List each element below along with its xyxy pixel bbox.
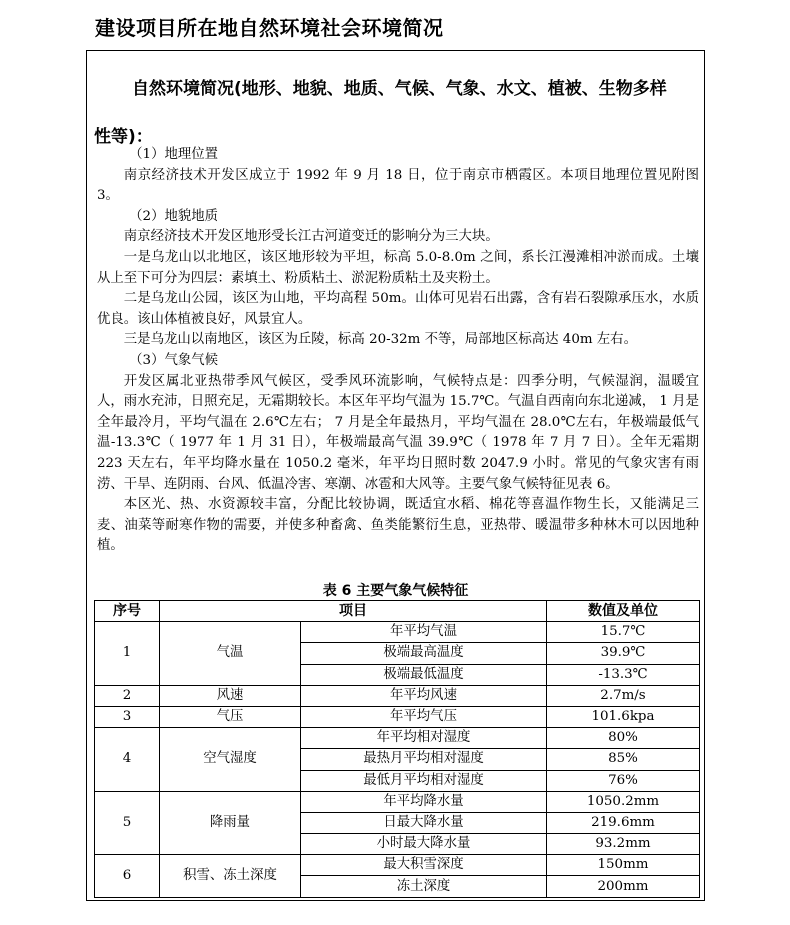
content-frame [86, 50, 705, 901]
page-heading: 建设项目所在地自然环境社会环境简况 [95, 16, 444, 40]
item-cell: 极端最高温度 [301, 643, 547, 664]
value-cell: 80% [547, 728, 700, 749]
value-cell: 1050.2mm [547, 791, 700, 812]
paragraph: 南京经济技术开发区成立于 1992 年 9 月 18 日，位于南京市栖霞区。本项目地理位置见附图 3。 [97, 167, 699, 204]
item-cell: 极端最低温度 [301, 664, 547, 685]
value-cell: 101.6kpa [547, 706, 700, 727]
value-cell: 39.9℃ [547, 643, 700, 664]
row-number: 2 [95, 685, 160, 706]
value-cell: 219.6mm [547, 812, 700, 833]
section-title-line1: 自然环境简况(地形、地貌、地质、气候、气象、水文、植被、生物多样 [132, 79, 667, 99]
item-cell: 冻土深度 [301, 876, 547, 897]
subheading: （3）气象气候 [129, 352, 219, 368]
body-text [97, 145, 699, 557]
climate-table-body [95, 622, 700, 897]
item-cell: 最大积雪深度 [301, 855, 547, 876]
value-cell: 200mm [547, 876, 700, 897]
section-title-line2: 性等)： [94, 127, 153, 147]
item-cell: 最低月平均相对湿度 [301, 770, 547, 791]
subheading: （2）地貌地质 [129, 208, 219, 224]
climate-table [94, 600, 700, 898]
category-cell: 积雪、冻土深度 [160, 855, 301, 897]
row-number: 5 [95, 791, 160, 855]
value-cell: 85% [547, 749, 700, 770]
item-cell: 日最大降水量 [301, 812, 547, 833]
table-row [95, 728, 700, 749]
row-number: 3 [95, 706, 160, 727]
category-cell: 风速 [160, 685, 301, 706]
paragraph: 开发区属北亚热带季风气候区，受季风环流影响，气候特点是：四季分明，气候湿润，温暖宜人，雨水充沛，日照充足，无霜期较长。本区年平均气温为 15.7℃。气温自西南向东北递减， 1 月是全年最冷月，平均气温在 2.6℃左右； 7 月是全年最热月，平均气温在 28.0℃左右，年极端最低气温-13.3℃（ 1977 年 1 月 31 日），年极端最高气温 39.9℃（ 1978 年 7 月 7 日）。全年无霜期 223 天左右，年平均降水量在 1050.2 毫米，年平均日照时数 2047.9 小时。常见的气象灾害有雨涝、干旱、连阴雨、台风、低温冷害、寒潮、冰雹和大风等。主要气象气候特征见表 6。 [97, 373, 699, 492]
value-cell: 76% [547, 770, 700, 791]
paragraph: 一是乌龙山以北地区，该区地形较为平坦，标高 5.0-8.0m 之间，系长江漫滩相冲淤而成。土壤从上至下可分为四层：素填土、粉质粘土、淤泥粉质粘土及夹粉土。 [97, 249, 699, 286]
category-cell: 降雨量 [160, 791, 301, 855]
header-no: 序号 [95, 601, 160, 622]
table-row [95, 622, 700, 643]
value-cell: 15.7℃ [547, 622, 700, 643]
category-cell: 空气湿度 [160, 728, 301, 792]
value-cell: -13.3℃ [547, 664, 700, 685]
item-cell: 年平均气温 [301, 622, 547, 643]
item-cell: 最热月平均相对湿度 [301, 749, 547, 770]
header-item: 项目 [160, 601, 547, 622]
value-cell: 150mm [547, 855, 700, 876]
row-number: 4 [95, 728, 160, 792]
table-header-row [95, 601, 700, 622]
category-cell: 气温 [160, 622, 301, 686]
row-number: 1 [95, 622, 160, 686]
item-cell: 年平均降水量 [301, 791, 547, 812]
item-cell: 年平均风速 [301, 685, 547, 706]
paragraph: 本区光、热、水资源较丰富，分配比较协调，既适宜水稻、棉花等喜温作物生长，又能满足三麦、油菜等耐寒作物的需要，并使多种畜禽、鱼类能繁衍生息，亚热带、暖温带多种林木可以因地种植。 [97, 497, 699, 554]
table-row [95, 706, 700, 727]
header-value: 数值及单位 [547, 601, 700, 622]
paragraph: 二是乌龙山公园，该区为山地，平均高程 50m。山体可见岩石出露，含有岩石裂隙承压水，水质优良。该山体植被良好，风景宜人。 [97, 291, 699, 327]
subheading: （1）地理位置 [129, 147, 219, 162]
table-row [95, 791, 700, 812]
table-row [95, 685, 700, 706]
paragraph: 南京经济技术开发区地形受长江古河道变迁的影响分为三大块。 [123, 229, 499, 245]
table-caption: 表 6 主要气象气候特征 [322, 583, 469, 599]
row-number: 6 [95, 855, 160, 897]
category-cell: 气压 [160, 706, 301, 727]
item-cell: 小时最大降水量 [301, 834, 547, 855]
item-cell: 年平均相对湿度 [301, 728, 547, 749]
value-cell: 93.2mm [547, 834, 700, 855]
paragraph: 三是乌龙山以南地区，该区为丘陵，标高 20-32m 不等，局部地区标高达 40m 左右。 [123, 332, 637, 348]
table-row [95, 855, 700, 876]
item-cell: 年平均气压 [301, 706, 547, 727]
value-cell: 2.7m/s [547, 685, 700, 706]
